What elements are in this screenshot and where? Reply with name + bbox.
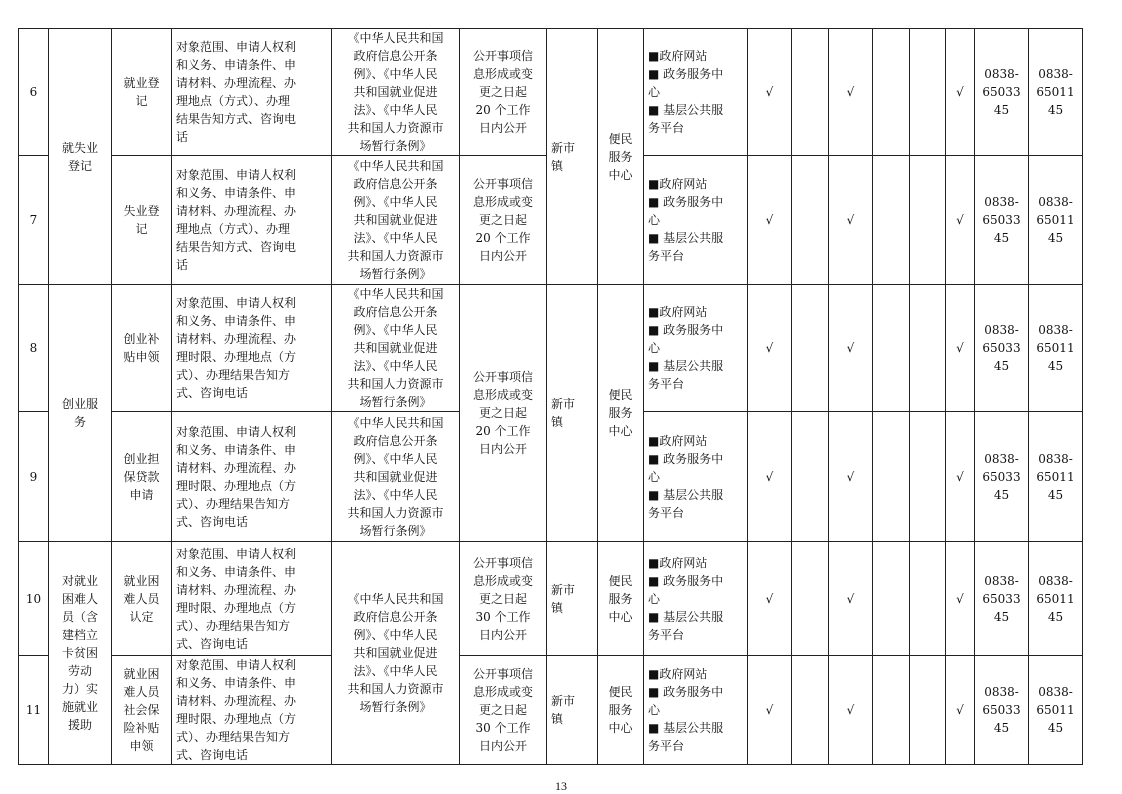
check-mark: √	[829, 542, 873, 656]
empty-cell	[792, 29, 829, 156]
channel-cell: ■政府网站 ■ 政务服务中 心 ■ 基层公共服 务平台	[644, 29, 748, 156]
empty-cell	[910, 285, 946, 412]
row-number: 6	[19, 29, 49, 156]
empty-cell	[873, 29, 910, 156]
empty-cell	[792, 656, 829, 765]
level-cell: 便民 服务 中心	[598, 542, 644, 656]
time-cell: 公开事项信 息形成或变 更之日起 30 个工作 日内公开	[460, 656, 547, 765]
check-mark: √	[748, 285, 792, 412]
check-mark: √	[748, 656, 792, 765]
phone-cell: 0838- 65011 45	[1029, 285, 1083, 412]
content-cell: 对象范围、申请人权利 和义务、申请条件、申 请材料、办理流程、办 理时限、办理地点（方 式）、办理结果告知方 式、咨询电话	[172, 412, 332, 542]
check-mark: √	[829, 412, 873, 542]
empty-cell	[910, 656, 946, 765]
level-cell: 便民 服务 中心	[598, 285, 644, 542]
empty-cell	[910, 156, 946, 285]
row-number: 8	[19, 285, 49, 412]
content-cell: 对象范围、申请人权利 和义务、申请条件、申 请材料、办理流程、办 理地点（方式）、办理 结果告知方式、咨询电 话	[172, 156, 332, 285]
empty-cell	[792, 285, 829, 412]
check-mark: √	[829, 29, 873, 156]
empty-cell	[910, 29, 946, 156]
check-mark: √	[946, 542, 975, 656]
subject-cell: 新市 镇	[547, 29, 598, 285]
phone-cell: 0838- 65033 45	[975, 542, 1029, 656]
check-mark: √	[946, 412, 975, 542]
category-cell: 就失业 登记	[49, 29, 112, 285]
check-mark: √	[748, 412, 792, 542]
item-cell: 创业担 保贷款 申请	[112, 412, 172, 542]
phone-cell: 0838- 65011 45	[1029, 156, 1083, 285]
check-mark: √	[946, 156, 975, 285]
content-cell: 对象范围、申请人权利 和义务、申请条件、申 请材料、办理流程、办 理时限、办理地点（方 式）、办理结果告知方 式、咨询电话	[172, 542, 332, 656]
item-cell: 就业登 记	[112, 29, 172, 156]
check-mark: √	[946, 285, 975, 412]
table-row	[19, 656, 1083, 765]
basis-cell: 《中华人民共和国 政府信息公开条 例》、《中华人民 共和国就业促进 法》、《中华人民 共和国人力资源市 场暂行条例》	[332, 29, 460, 156]
phone-cell: 0838- 65033 45	[975, 29, 1029, 156]
channel-cell: ■政府网站 ■ 政务服务中 心 ■ 基层公共服 务平台	[644, 156, 748, 285]
item-cell: 创业补 贴申领	[112, 285, 172, 412]
phone-cell: 0838- 65033 45	[975, 156, 1029, 285]
check-mark: √	[829, 156, 873, 285]
check-mark: √	[829, 285, 873, 412]
content-cell: 对象范围、申请人权利 和义务、申请条件、申 请材料、办理流程、办 理地点（方式）、办理 结果告知方式、咨询电 话	[172, 29, 332, 156]
phone-cell: 0838- 65033 45	[975, 412, 1029, 542]
table-row	[19, 29, 1083, 156]
empty-cell	[792, 156, 829, 285]
phone-cell: 0838- 65011 45	[1029, 29, 1083, 156]
disclosure-table	[18, 28, 1083, 765]
time-cell: 公开事项信 息形成或变 更之日起 30 个工作 日内公开	[460, 542, 547, 656]
category-cell: 对就业 困难人 员（含 建档立 卡贫困 劳动 力）实 施就业 援助	[49, 542, 112, 765]
empty-cell	[873, 542, 910, 656]
check-mark: √	[946, 656, 975, 765]
empty-cell	[792, 412, 829, 542]
phone-cell: 0838- 65011 45	[1029, 412, 1083, 542]
content-cell: 对象范围、申请人权利 和义务、申请条件、申 请材料、办理流程、办 理时限、办理地点（方 式）、办理结果告知方 式、咨询电话	[172, 656, 332, 765]
time-cell: 公开事项信 息形成或变 更之日起 20 个工作 日内公开	[460, 156, 547, 285]
subject-cell: 新市 镇	[547, 656, 598, 765]
phone-cell: 0838- 65011 45	[1029, 542, 1083, 656]
level-cell: 便民 服务 中心	[598, 29, 644, 285]
row-number: 11	[19, 656, 49, 765]
row-number: 9	[19, 412, 49, 542]
item-cell: 就业困 难人员 社会保 险补贴 申领	[112, 656, 172, 765]
empty-cell	[873, 656, 910, 765]
table-row	[19, 285, 1083, 412]
check-mark: √	[748, 542, 792, 656]
channel-cell: ■政府网站 ■ 政务服务中 心 ■ 基层公共服 务平台	[644, 412, 748, 542]
subject-cell: 新市 镇	[547, 285, 598, 542]
basis-cell: 《中华人民共和国 政府信息公开条 例》、《中华人民 共和国就业促进 法》、《中华人民 共和国人力资源市 场暂行条例》	[332, 412, 460, 542]
check-mark: √	[748, 29, 792, 156]
phone-cell: 0838- 65033 45	[975, 285, 1029, 412]
item-cell: 失业登 记	[112, 156, 172, 285]
basis-cell: 《中华人民共和国 政府信息公开条 例》、《中华人民 共和国就业促进 法》、《中华人民 共和国人力资源市 场暂行条例》	[332, 542, 460, 765]
row-number: 10	[19, 542, 49, 656]
check-mark: √	[748, 156, 792, 285]
item-cell: 就业困 难人员 认定	[112, 542, 172, 656]
empty-cell	[792, 542, 829, 656]
table-row	[19, 542, 1083, 656]
time-cell: 公开事项信 息形成或变 更之日起 20 个工作 日内公开	[460, 285, 547, 542]
basis-cell: 《中华人民共和国 政府信息公开条 例》、《中华人民 共和国就业促进 法》、《中华人民 共和国人力资源市 场暂行条例》	[332, 285, 460, 412]
phone-cell: 0838- 65033 45	[975, 656, 1029, 765]
category-cell: 创业服 务	[49, 285, 112, 542]
empty-cell	[910, 542, 946, 656]
phone-cell: 0838- 65011 45	[1029, 656, 1083, 765]
content-cell: 对象范围、申请人权利 和义务、申请条件、申 请材料、办理流程、办 理时限、办理地点（方 式）、办理结果告知方 式、咨询电话	[172, 285, 332, 412]
row-number: 7	[19, 156, 49, 285]
empty-cell	[873, 412, 910, 542]
level-cell: 便民 服务 中心	[598, 656, 644, 765]
channel-cell: ■政府网站 ■ 政务服务中 心 ■ 基层公共服 务平台	[644, 542, 748, 656]
basis-cell: 《中华人民共和国 政府信息公开条 例》、《中华人民 共和国就业促进 法》、《中华人民 共和国人力资源市 场暂行条例》	[332, 156, 460, 285]
channel-cell: ■政府网站 ■ 政务服务中 心 ■ 基层公共服 务平台	[644, 285, 748, 412]
page-number: 13	[555, 779, 567, 793]
time-cell: 公开事项信 息形成或变 更之日起 20 个工作 日内公开	[460, 29, 547, 156]
empty-cell	[910, 412, 946, 542]
check-mark: √	[946, 29, 975, 156]
subject-cell: 新市 镇	[547, 542, 598, 656]
channel-cell: ■政府网站 ■ 政务服务中 心 ■ 基层公共服 务平台	[644, 656, 748, 765]
empty-cell	[873, 156, 910, 285]
empty-cell	[873, 285, 910, 412]
check-mark: √	[829, 656, 873, 765]
